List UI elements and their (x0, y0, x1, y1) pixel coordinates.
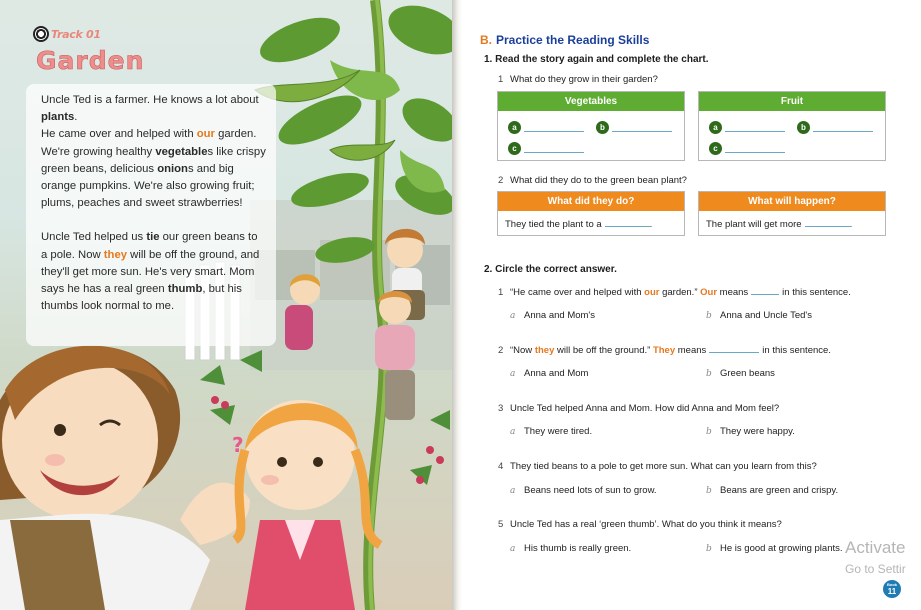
question-2-4 (498, 461, 817, 472)
option-text: They were tired. (524, 426, 593, 437)
fruit-blank-c[interactable] (709, 142, 785, 155)
answer-line[interactable] (605, 219, 650, 227)
story-title: Garden (36, 46, 145, 75)
option-a[interactable] (510, 426, 592, 437)
option-text: They were happy. (720, 426, 795, 437)
option-text: Anna and Mom's (524, 310, 595, 321)
option-text: Anna and Mom (524, 368, 589, 379)
answer-line[interactable] (805, 219, 850, 227)
option-letter: b (706, 486, 712, 496)
will-answer-row[interactable]: The plant will get more . (706, 219, 853, 230)
story-paragraph-2 (41, 229, 266, 315)
question-2-5 (498, 519, 782, 530)
page-number-badge (883, 580, 901, 598)
item-text: means (675, 345, 707, 356)
story-text: garden. (214, 128, 257, 141)
letter-c-badge: c (508, 142, 521, 155)
letter-a-badge: a (508, 121, 521, 134)
page-number: 11 (887, 587, 897, 596)
option-a[interactable] (510, 543, 631, 554)
option-b[interactable] (706, 426, 795, 437)
story-text: We're growing healthy (41, 145, 156, 158)
item-text: in this sentence. (782, 287, 851, 298)
story-text: will be off the ground, and they'll get more sun. He's very smart. Mom says he has a real green (41, 248, 260, 296)
bold-keyword: tie (146, 231, 160, 244)
sub-question-number: 2 (498, 175, 504, 186)
story-text: , but his thumbs look normal to me. (41, 283, 242, 313)
section-heading (480, 33, 649, 47)
vegetables-chart (497, 91, 685, 161)
option-b[interactable] (706, 368, 775, 379)
section-title: Practice the Reading Skills (496, 33, 650, 47)
sub-question-text: What do they grow in their garden? (510, 74, 658, 85)
exercise-page (462, 0, 921, 610)
option-b[interactable] (706, 310, 812, 321)
option-a[interactable] (510, 485, 657, 496)
answer-line[interactable] (725, 124, 785, 132)
question-2-3 (498, 403, 779, 414)
page-number-label: Book (887, 582, 897, 587)
answer-line[interactable] (709, 345, 759, 353)
vegetable-blank-c[interactable] (508, 142, 584, 155)
book-spine (452, 0, 462, 610)
question-2-title: 2. Circle the correct answer. (484, 264, 617, 275)
answer-line[interactable] (725, 145, 785, 153)
fruit-blank-b[interactable] (797, 121, 873, 134)
story-paragraph-1 (41, 92, 266, 212)
story-text: . (74, 111, 78, 124)
item-text: They tied beans to a pole to get more sun. What can you learn from this? (510, 461, 817, 472)
letter-b-badge: b (797, 121, 810, 134)
highlight-word: our (644, 287, 660, 298)
story-text-box (26, 84, 276, 346)
option-letter: a (510, 486, 516, 496)
item-number: 1 (498, 287, 504, 298)
item-text: Uncle Ted has a real ‘green thumb’. What do you think it means? (510, 519, 782, 530)
item-text: Uncle Ted helped Anna and Mom. How did Anna and Mom feel? (510, 403, 780, 414)
story-text: Uncle Ted is a farmer. He knows a lot about (41, 94, 259, 106)
option-text: Green beans (720, 368, 775, 379)
item-text: “He came over and helped with (510, 287, 645, 298)
option-text: Anna and Uncle Ted's (720, 310, 812, 321)
answer-line[interactable] (524, 124, 584, 132)
letter-a-badge: a (709, 121, 722, 134)
option-letter: a (510, 427, 516, 437)
fruit-blank-a[interactable] (709, 121, 785, 134)
vegetable-blank-a[interactable] (508, 121, 584, 134)
highlight-word: they (103, 248, 128, 261)
question-mark-text: ? (232, 433, 244, 457)
story-text: our green beans to a pole. Now (41, 231, 258, 261)
option-text: His thumb is really green. (524, 543, 632, 554)
option-text: Beans are green and crispy. (720, 485, 839, 496)
will-answer-text: The plant will get more (706, 219, 802, 230)
sub-question-number: 1 (498, 74, 504, 85)
story-page (0, 0, 455, 610)
bold-keyword: thumb (167, 283, 203, 296)
option-a[interactable] (510, 310, 595, 321)
highlight-word: our (196, 128, 215, 141)
did-answer-text: They tied the plant to a (505, 219, 602, 230)
answer-line[interactable] (813, 124, 873, 132)
option-text: He is good at growing plants. (720, 543, 843, 554)
letter-c-badge: c (709, 142, 722, 155)
highlight-word: Our (700, 287, 718, 298)
vegetable-blank-b[interactable] (596, 121, 672, 134)
option-letter: b (706, 369, 712, 379)
highlight-word: they (534, 345, 555, 356)
item-number: 2 (498, 345, 504, 356)
highlight-word: They (652, 345, 676, 356)
answer-line[interactable] (524, 145, 584, 153)
option-b[interactable] (706, 485, 838, 496)
item-number: 4 (498, 461, 504, 472)
item-text: means (717, 287, 749, 298)
question-1-1 (498, 74, 658, 85)
letter-b-badge: b (596, 121, 609, 134)
bold-keyword: onion (157, 162, 188, 175)
section-letter: B. (480, 33, 492, 47)
option-letter: b (706, 311, 712, 321)
activate-watermark: Activate (845, 538, 906, 557)
option-letter: a (510, 544, 516, 554)
answer-line[interactable] (751, 287, 779, 295)
item-text: garden.” (659, 287, 701, 298)
option-letter: b (706, 427, 712, 437)
track-label: Track 01 (51, 27, 101, 41)
bold-keyword: plants (41, 111, 75, 124)
item-text: in this sentence. (762, 345, 831, 356)
question-1-2 (498, 175, 687, 186)
question-2-2 (498, 345, 831, 356)
answer-line[interactable] (612, 124, 672, 132)
what-will-happen-header: What will happen? (699, 192, 885, 211)
question-1-title: 1. Read the story again and complete the chart. (484, 54, 709, 65)
vegetables-header: Vegetables (498, 92, 684, 111)
item-text: “Now (510, 345, 535, 356)
option-b[interactable] (706, 543, 843, 554)
settings-watermark: Go to Settir (845, 562, 906, 576)
option-letter: a (510, 311, 516, 321)
question-2-1 (498, 287, 851, 298)
option-a[interactable] (510, 368, 588, 379)
what-did-they-do-header: What did they do? (498, 192, 684, 211)
fruit-header: Fruit (699, 92, 885, 111)
story-text: s like crispy green beans, delicious (41, 145, 266, 175)
bold-keyword: vegetable (155, 145, 208, 158)
story-text: Uncle Ted helped us (41, 231, 147, 244)
track-badge[interactable] (33, 24, 101, 44)
story-text: He came over and helped with (41, 128, 197, 141)
item-text: will be off the ground.” (554, 345, 653, 356)
did-answer-row[interactable]: They tied the plant to a . (505, 219, 653, 230)
option-letter: a (510, 369, 516, 379)
option-letter: b (706, 544, 712, 554)
sub-question-text: What did they do to the green bean plant? (510, 175, 687, 186)
fruit-chart (698, 91, 886, 161)
story-text: s and big orange pumpkins. We're also growing fruit; plums, peaches and sweet strawberries! (41, 162, 255, 210)
cd-icon (33, 26, 49, 42)
item-number: 3 (498, 403, 504, 414)
option-text: Beans need lots of sun to grow. (524, 485, 657, 496)
item-number: 5 (498, 519, 504, 530)
